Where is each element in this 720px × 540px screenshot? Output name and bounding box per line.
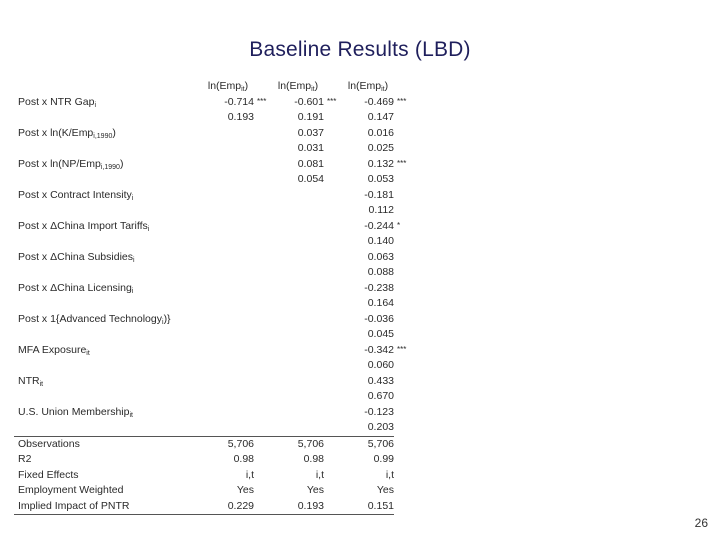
table-row	[14, 296, 394, 312]
stat-row	[14, 468, 394, 484]
cell-value: 0.229	[227, 499, 254, 512]
row-label: R2	[18, 453, 32, 465]
table-row	[14, 327, 394, 343]
table-row	[14, 389, 394, 405]
cell-value: 5,706	[297, 437, 324, 450]
cell-value: 0.053	[367, 173, 394, 185]
row-label: Post x ln(K/Emp$_{i,1990}$)	[18, 126, 116, 140]
cell-value: 0.063	[367, 250, 394, 263]
summary-stat-rows	[14, 436, 394, 516]
cell-value: -0.469	[364, 95, 394, 108]
table-row	[14, 312, 394, 328]
row-label: Post x ΔChina Import Tariffs$_i$	[18, 219, 150, 233]
table-row	[14, 374, 394, 390]
cell-value: 0.112	[368, 204, 394, 216]
cell-value: 0.193	[227, 111, 254, 123]
table-row	[14, 420, 394, 436]
row-label: Post x ΔChina Subsidies$_i$	[18, 250, 135, 264]
row-label: Post x NTR Gap$_i$	[18, 95, 97, 109]
cell-value: 0.203	[367, 421, 394, 433]
cell-value: 0.98	[233, 453, 254, 465]
table-row	[14, 126, 394, 142]
table-row	[14, 405, 394, 421]
cell-value: 5,706	[367, 437, 394, 450]
cell-value: 0.140	[367, 235, 394, 247]
cell-value: -0.181	[364, 188, 394, 201]
significance-stars: ***	[397, 158, 407, 168]
table-row	[14, 234, 394, 250]
table-row	[14, 358, 394, 374]
row-label: Observations	[18, 437, 80, 450]
page-number: 26	[694, 516, 708, 530]
cell-value: i,t	[245, 468, 254, 481]
table-row	[14, 188, 394, 204]
table-row	[14, 343, 407, 359]
significance-stars: ***	[257, 96, 267, 106]
significance-stars: ***	[397, 344, 407, 354]
row-label: U.S. Union Membership$_{it}$	[18, 405, 133, 419]
cell-value: 0.193	[297, 499, 324, 512]
row-label: Employment Weighted	[18, 484, 124, 496]
table-row	[14, 265, 394, 281]
table-header-row	[14, 79, 394, 95]
column-header: ln(Emp$_{it}$)	[207, 80, 249, 93]
table-row	[14, 95, 407, 111]
cell-value: 0.98	[303, 453, 324, 465]
cell-value: -0.601	[294, 95, 324, 108]
column-header: ln(Emp$_{it}$)	[347, 80, 389, 93]
cell-value: i,t	[385, 468, 394, 481]
row-label: Post x 1{Advanced Technology$_i$)}	[18, 312, 171, 326]
cell-value: 0.031	[297, 142, 324, 154]
cell-value: 0.132	[367, 157, 394, 170]
cell-value: 0.670	[367, 390, 394, 402]
row-label: Post x ΔChina Licensing$_i$	[18, 281, 134, 295]
stat-row	[14, 437, 394, 453]
significance-stars: *	[397, 220, 401, 230]
table-row	[14, 141, 394, 157]
table-row	[14, 203, 394, 219]
cell-value: -0.714	[224, 95, 254, 108]
significance-stars: ***	[397, 96, 407, 106]
row-label: Implied Impact of PNTR	[18, 499, 130, 512]
table-row	[14, 250, 394, 266]
stat-row	[14, 483, 394, 499]
cell-value: -0.238	[364, 281, 394, 294]
regression-table	[14, 79, 407, 515]
row-label: Post x Contract Intensity$_i$	[18, 188, 134, 202]
cell-value: 0.151	[367, 499, 394, 512]
row-label: MFA Exposure$_{it}$	[18, 343, 90, 357]
cell-value: 0.147	[367, 111, 394, 123]
cell-value: 0.088	[367, 266, 394, 278]
cell-value: i,t	[315, 468, 324, 481]
cell-value: Yes	[306, 484, 324, 496]
stat-row	[14, 499, 394, 515]
cell-value: 0.037	[297, 126, 324, 139]
row-label: $NTR_{it}$	[18, 374, 44, 388]
table-row	[14, 110, 394, 126]
cell-value: -0.123	[364, 405, 394, 418]
cell-value: -0.036	[364, 312, 394, 325]
table-row	[14, 157, 407, 173]
cell-value: 0.016	[367, 126, 394, 139]
cell-value: 0.191	[297, 111, 324, 123]
cell-value: 0.081	[297, 157, 324, 170]
cell-value: 0.433	[367, 374, 394, 387]
cell-value: 0.054	[297, 173, 324, 185]
cell-value: Yes	[236, 484, 254, 496]
column-header: ln(Emp$_{it}$)	[277, 80, 319, 93]
table-row	[14, 219, 401, 235]
table-row	[14, 281, 394, 297]
cell-value: 0.045	[367, 328, 394, 340]
cell-value: Yes	[376, 484, 394, 496]
cell-value: 5,706	[227, 437, 254, 450]
significance-stars: ***	[327, 96, 337, 106]
cell-value: 0.99	[373, 453, 394, 465]
cell-value: 0.060	[367, 359, 394, 371]
stat-row	[14, 452, 394, 468]
cell-value: 0.164	[367, 297, 394, 309]
cell-value: -0.342	[364, 343, 394, 356]
cell-value: 0.025	[367, 142, 394, 154]
row-label: Fixed Effects	[18, 468, 79, 481]
coefficient-rows	[14, 95, 407, 436]
cell-value: -0.244	[364, 219, 394, 232]
table-row	[14, 172, 394, 188]
row-label: Post x ln(NP/Emp$_{i,1990}$)	[18, 157, 124, 171]
slide-title: Baseline Results (LBD)	[249, 38, 471, 61]
